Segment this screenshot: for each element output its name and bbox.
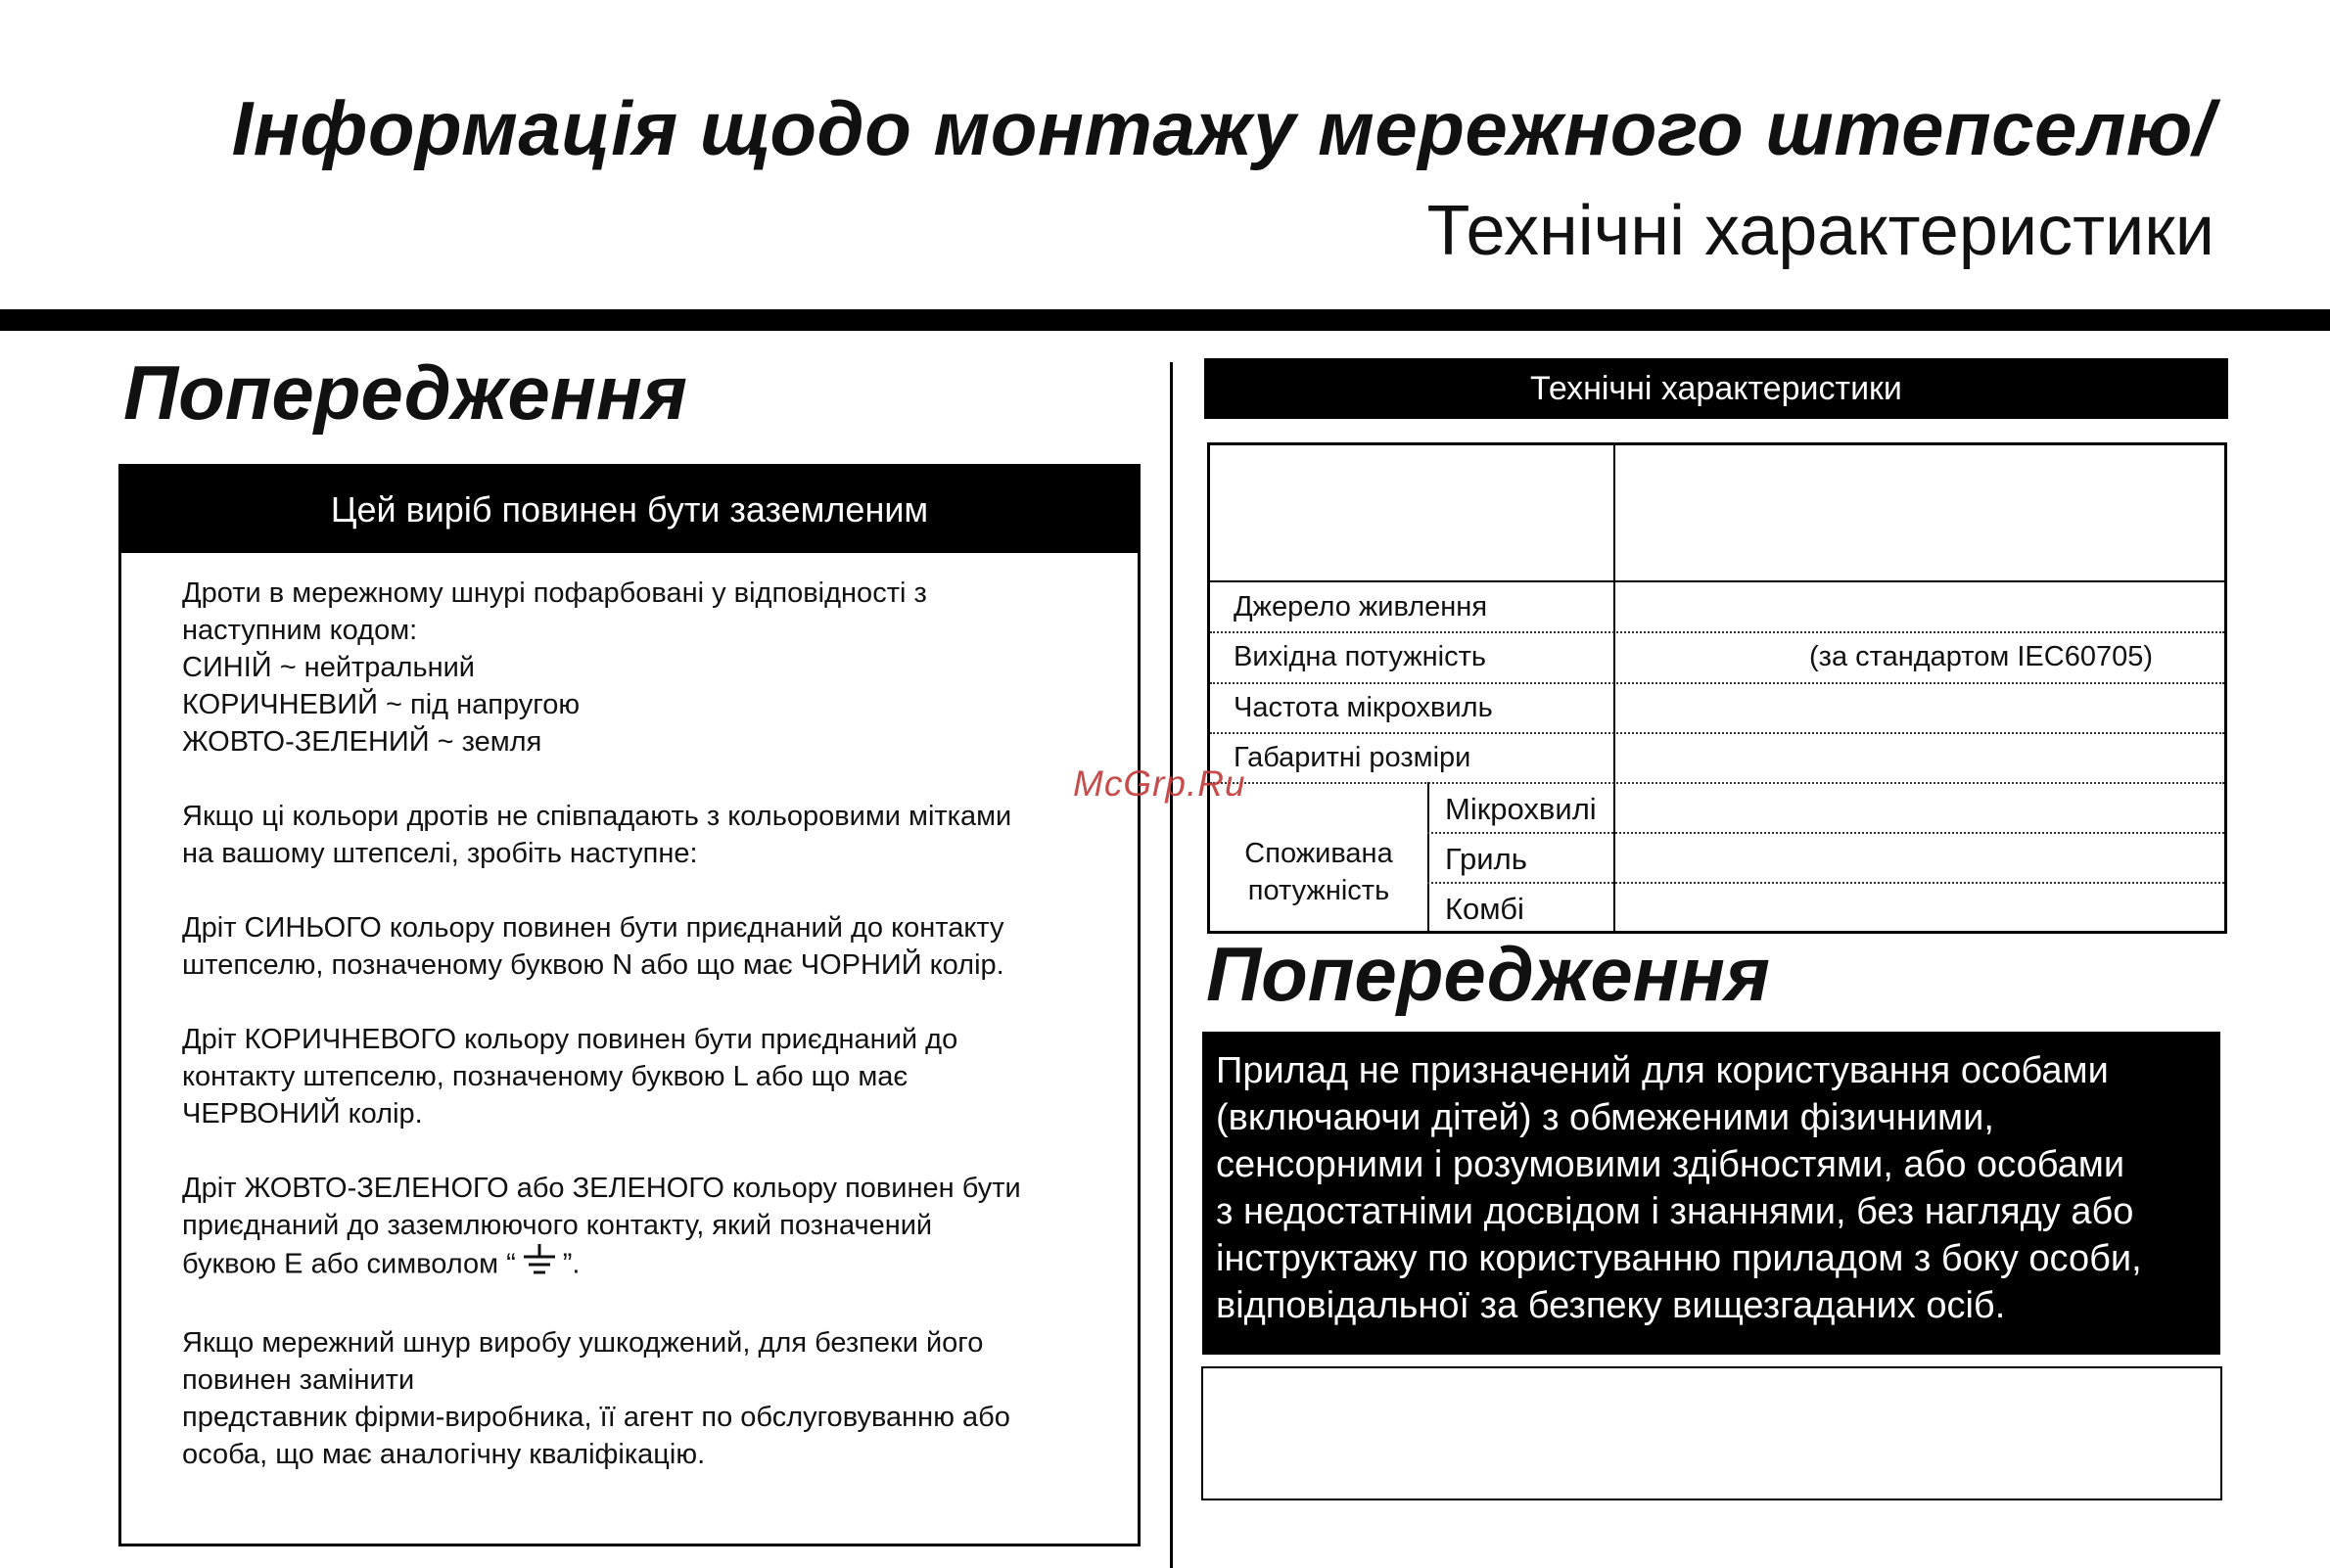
text-line: потужність <box>1247 875 1390 906</box>
watermark: McGrp.Ru <box>1073 763 1246 804</box>
spec-label-grill: Гриль <box>1445 842 1527 876</box>
text-line: ЧЕРВОНИЙ колір. <box>182 1098 423 1130</box>
text-line: (включаючи дітей) з обмеженими фізичними, <box>1216 1097 1994 1138</box>
table-row-divider <box>1210 580 2224 582</box>
text-line: Дріт СИНЬОГО кольору повинен бути приєднаний до контакту <box>182 912 1004 944</box>
text-line: представник фірми-виробника, її агент по обслуговуванню або <box>182 1402 1010 1433</box>
text-line: Споживана <box>1244 838 1393 869</box>
mismatch-paragraph <box>182 798 1122 872</box>
column-divider <box>1170 362 1173 1568</box>
ground-symbol-icon <box>522 1244 557 1287</box>
text-line: КОРИЧНЕВИЙ ~ під напругою <box>182 689 581 720</box>
brown-wire-paragraph <box>182 1021 1122 1132</box>
text-line: контакту штепселю, позначеному буквою L або що має <box>182 1061 909 1092</box>
text-line: відповідальної за безпеку вищезгаданих осіб. <box>1216 1285 2006 1326</box>
text-segment: ”. <box>562 1248 581 1280</box>
grounding-info-box <box>118 464 1141 1546</box>
text-line: Прилад не призначений для користування особами <box>1216 1050 2109 1091</box>
text-line: ЖОВТО-ЗЕЛЕНИЙ ~ земля <box>182 726 542 758</box>
text-line: Якщо ці кольори дротів не співпадають з кольоровими мітками <box>182 801 1012 832</box>
spec-label-power-source: Джерело живлення <box>1234 591 1488 623</box>
table-row-divider <box>1427 882 2224 884</box>
table-subcolumn-divider <box>1427 782 1429 931</box>
blue-wire-paragraph <box>182 909 1122 984</box>
text-line: штепселю, позначеному буквою N або що має ЧОРНИЙ колір. <box>182 949 1004 981</box>
table-row-divider <box>1427 832 2224 834</box>
text-line: Дріт КОРИЧНЕВОГО кольору повинен бути приєднаний до <box>182 1024 958 1055</box>
text-line: особа, що має аналогічну кваліфікацію. <box>182 1439 706 1470</box>
text-line: приєднаний до заземлюючого контакту, який позначений <box>182 1210 933 1241</box>
spec-label-consumption <box>1210 835 1427 909</box>
page-subtitle: Технічні характеристики <box>1426 192 2214 270</box>
text-line: Дріт ЖОВТО-ЗЕЛЕНОГО або ЗЕЛЕНОГО кольору повинен бути <box>182 1173 1021 1204</box>
spec-label-combi: Комбі <box>1445 892 1524 926</box>
spec-label-dimensions: Габаритні розміри <box>1234 742 1471 773</box>
wire-colors-paragraph <box>182 575 1122 761</box>
table-row-divider <box>1210 782 2224 784</box>
grounding-banner: Цей виріб повинен бути заземленим <box>121 467 1138 553</box>
text-line <box>182 1244 1122 1287</box>
specs-table <box>1207 442 2227 934</box>
text-line: сенсорними і розумовими здібностями, або особами <box>1216 1144 2125 1185</box>
ground-wire-paragraph <box>182 1170 1122 1287</box>
warning-heading-left: Попередження <box>123 349 687 436</box>
usage-restriction-notice <box>1202 1032 2220 1355</box>
table-row-divider <box>1210 631 2224 633</box>
warning-heading-right: Попередження <box>1206 931 1770 1017</box>
specs-banner: Технічні характеристики <box>1204 358 2228 419</box>
damaged-cord-paragraph <box>182 1324 1122 1473</box>
text-line: Якщо мережний шнур виробу ушкоджений, для безпеки його <box>182 1327 984 1359</box>
grounding-text <box>182 575 1122 1473</box>
text-line: СИНІЙ ~ нейтральний <box>182 652 476 683</box>
page-title: Інформація щодо монтажу мережного штепселю/ <box>231 85 2214 171</box>
text-line: наступним кодом: <box>182 615 418 646</box>
spec-label-microwave: Мікрохвилі <box>1445 792 1597 826</box>
empty-box <box>1201 1366 2222 1500</box>
table-row-divider <box>1210 682 2224 684</box>
header-divider <box>0 309 2330 331</box>
text-line: з недостатніми досвідом і знаннями, без нагляду або <box>1216 1191 2134 1232</box>
spec-label-frequency: Частота мікрохвиль <box>1234 692 1493 723</box>
text-line: на вашому штепселі, зробіть наступне: <box>182 838 698 869</box>
text-segment: буквою E або символом “ <box>182 1248 516 1280</box>
text-line: Дроти в мережному шнурі пофарбовані у відповідності з <box>182 577 927 609</box>
text-line: повинен замінити <box>182 1364 415 1396</box>
spec-label-output-power: Вихідна потужність <box>1234 641 1486 672</box>
text-line: інструктажу по користуванню приладом з боку особи, <box>1216 1238 2142 1279</box>
table-column-divider <box>1613 445 1615 931</box>
spec-output-power-note: (за стандартом IEC60705) <box>1809 641 2154 672</box>
table-row-divider <box>1210 732 2224 734</box>
